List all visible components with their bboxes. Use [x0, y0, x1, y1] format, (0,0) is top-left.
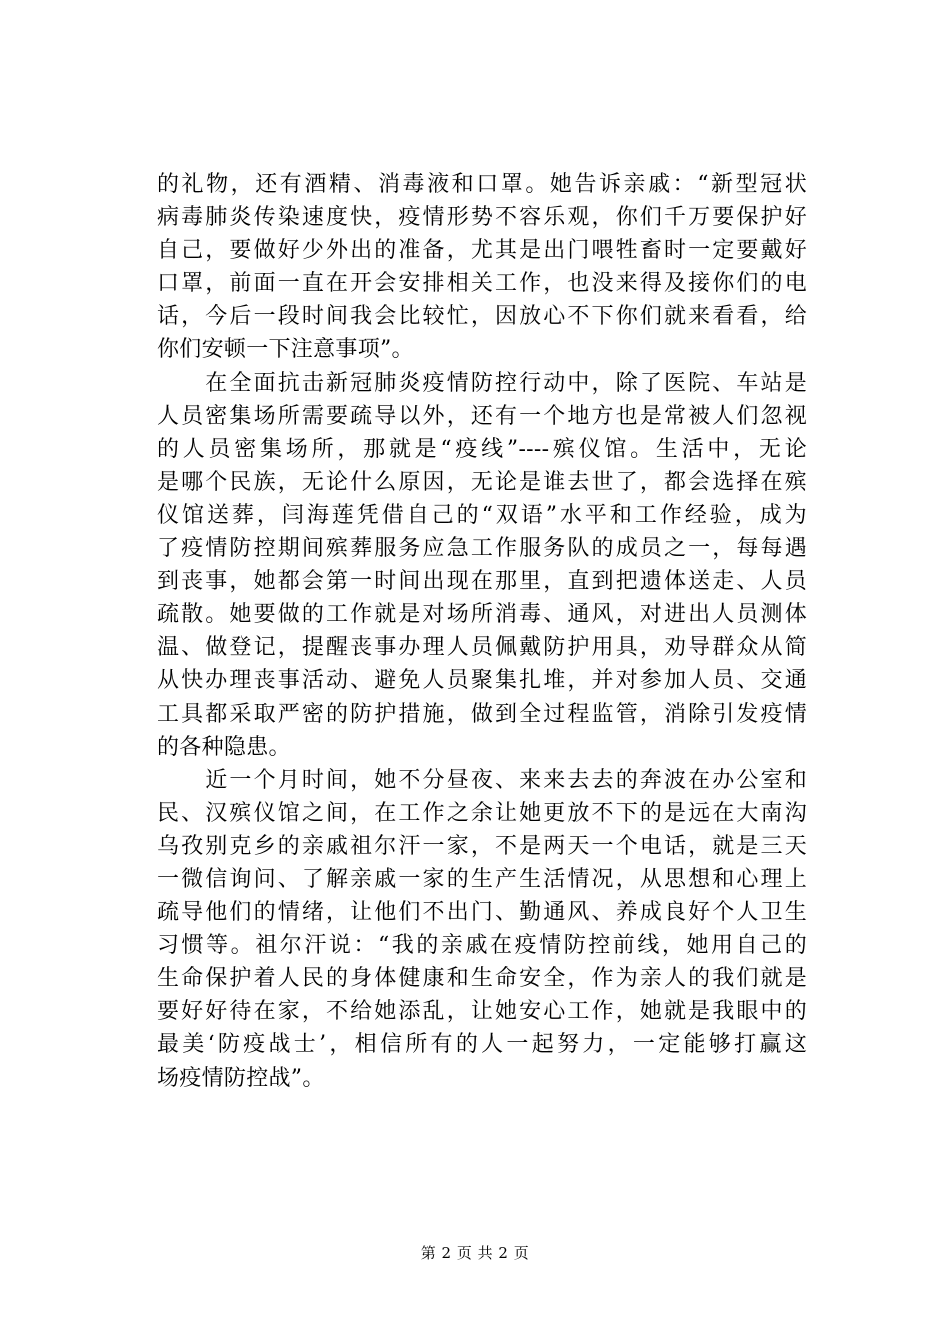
text-line: 的各种隐患。	[157, 734, 291, 760]
text-line: 温、做登记，提醒丧事办理人员佩戴防护用具，劝导群众从简	[157, 635, 807, 661]
text-line: 在全面抗击新冠肺炎疫情防控行动中，除了医院、车站是	[157, 370, 807, 396]
text-line: 近一个月时间，她不分昼夜、来来去去的奔波在办公室和	[157, 767, 807, 793]
page-number-footer: 第 2 页 共 2 页	[420, 1244, 530, 1262]
text-line: 一微信询问、了解亲戚一家的生产生活情况，从思想和心理上	[157, 866, 807, 892]
text-line: 是哪个民族，无论什么原因，无论是谁去世了，都会选择在殡	[157, 469, 807, 495]
text-line: 工具都采取严密的防护措施，做到全过程监管，消除引发疫情	[157, 701, 807, 727]
text-line: 人员密集场所需要疏导以外，还有一个地方也是常被人们忽视	[157, 403, 807, 429]
text-line: 到丧事，她都会第一时间出现在那里，直到把遗体送走、人员	[157, 569, 807, 595]
body-text	[157, 168, 807, 1095]
text-line: 了疫情防控期间殡葬服务应急工作服务队的成员之一，每每遇	[157, 536, 807, 562]
text-line: 疏散。她要做的工作就是对场所消毒、通风，对进出人员测体	[157, 602, 807, 628]
text-line: 话，今后一段时间我会比较忙，因放心不下你们就来看看，给	[157, 304, 807, 330]
text-line: 的人员密集场所，那就是“疫线”----殡仪馆。生活中，无论	[157, 436, 807, 462]
text-line: 场疫情防控战”。	[157, 1065, 325, 1091]
text-line: 习惯等。祖尔汗说：“我的亲戚在疫情防控前线，她用自己的	[157, 933, 807, 959]
text-line: 生命保护着人民的身体健康和生命安全，作为亲人的我们就是	[157, 966, 807, 992]
text-line: 最美‘防疫战士’，相信所有的人一起努力，一定能够打赢这	[157, 1032, 807, 1058]
text-line: 乌孜别克乡的亲戚祖尔汗一家，不是两天一个电话，就是三天	[157, 833, 807, 859]
text-line: 你们安顿一下注意事项”。	[157, 337, 414, 363]
text-line: 病毒肺炎传染速度快，疫情形势不容乐观，你们千万要保护好	[157, 205, 807, 231]
text-line: 要好好待在家，不给她添乱，让她安心工作，她就是我眼中的	[157, 999, 807, 1025]
text-line: 疏导他们的情绪，让他们不出门、勤通风、养成良好个人卫生	[157, 900, 807, 926]
text-line: 的礼物，还有酒精、消毒液和口罩。她告诉亲戚：“新型冠状	[157, 172, 807, 197]
text-line: 从快办理丧事活动、避免人员聚集扎堆，并对参加人员、交通	[157, 668, 807, 694]
text-line: 口罩，前面一直在开会安排相关工作，也没来得及接你们的电	[157, 271, 807, 297]
text-line: 仪馆送葬，闫海莲凭借自己的“双语”水平和工作经验，成为	[157, 502, 807, 528]
text-line: 自己，要做好少外出的准备，尤其是出门喂牲畜时一定要戴好	[157, 238, 807, 264]
text-line: 民、汉殡仪馆之间，在工作之余让她更放不下的是远在大南沟	[157, 800, 807, 826]
